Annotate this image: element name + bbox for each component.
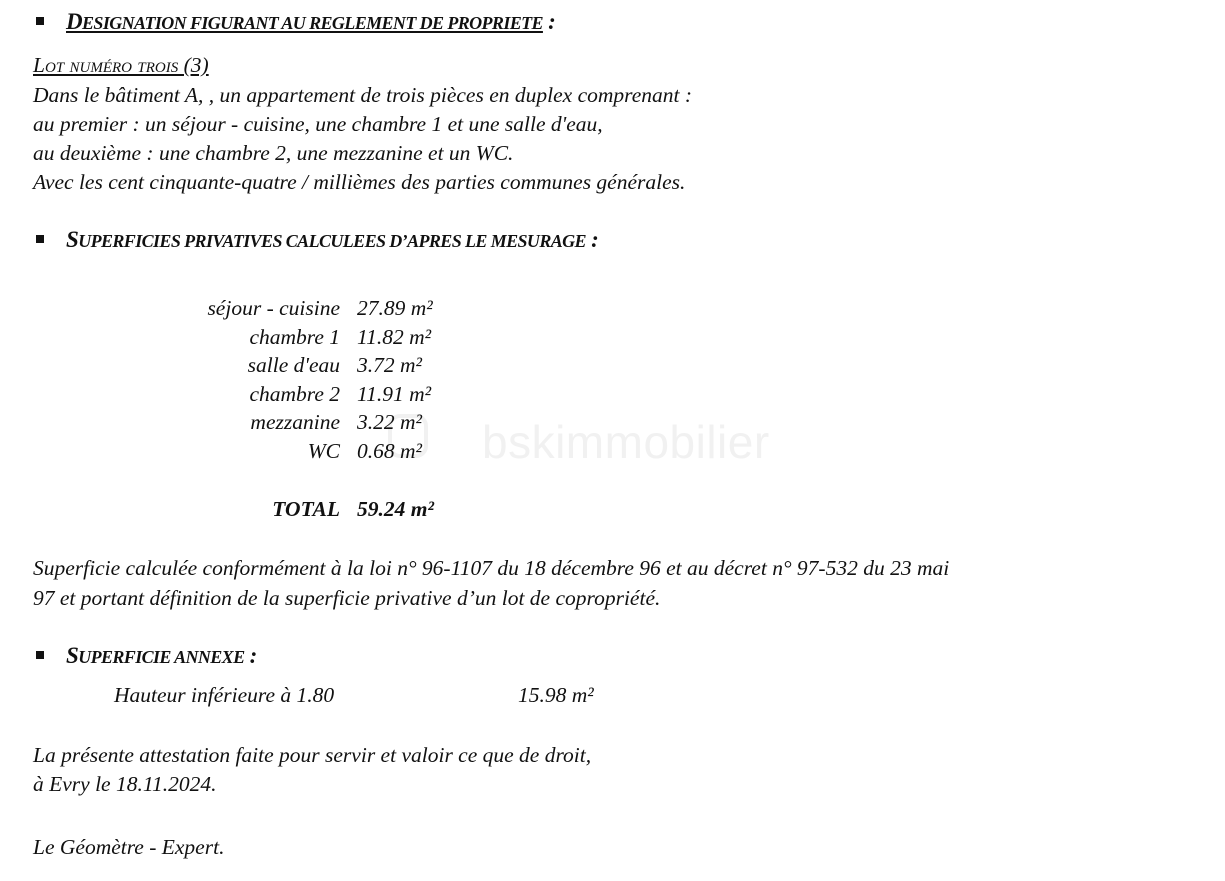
lot-line-1: Dans le bâtiment A, , un appartement de trois pièces en duplex comprenant : (33, 83, 693, 107)
section3-heading (66, 641, 257, 672)
annex-area: 15.98 m² (518, 683, 594, 707)
room-name: salle d'eau (247, 353, 340, 377)
room-area: 11.91 m² (357, 382, 432, 406)
signature: Le Géomètre - Expert. (33, 835, 225, 859)
room-area: 3.22 m² (357, 410, 422, 434)
lot-line-2: au premier : un séjour - cuisine, une chambre 1 et une salle d'eau, (33, 112, 603, 136)
attestation-line-1: La présente attestation faite pour servir et valoir ce que de droit, (33, 743, 592, 767)
total-label: TOTAL (272, 497, 340, 521)
section1-heading-text: ESIGNATION FIGURANT AU REGLEMENT DE PROPRIETE (82, 13, 543, 33)
room-area: 27.89 m² (357, 296, 433, 320)
section2-heading-suffix: : (585, 227, 599, 252)
section2-heading-text: UPERFICIES PRIVATIVES CALCULEES D’APRES LE MESURAGE (78, 231, 586, 251)
section1-bullet (36, 17, 44, 25)
section2-bullet (36, 235, 44, 243)
room-name: chambre 1 (249, 325, 340, 349)
room-name: chambre 2 (249, 382, 340, 406)
annex-label: Hauteur inférieure à 1.80 (114, 683, 335, 707)
section3-heading-suffix: : (244, 643, 257, 668)
lot-line-4: Avec les cent cinquante-quatre / millièmes des parties communes générales. (33, 170, 686, 194)
section1-heading-suffix: : (542, 9, 556, 34)
legal-note-line-2: 97 et portant définition de la superficie privative d’un lot de copropriété. (33, 586, 661, 610)
room-name: mezzanine (250, 410, 340, 434)
attestation-line-2: à Evry le 18.11.2024. (33, 772, 217, 796)
room-area: 3.72 m² (357, 353, 422, 377)
lot-title (33, 51, 209, 79)
section1-heading (66, 7, 555, 38)
watermark: bskimmobilier (482, 416, 770, 468)
legal-note-line-1: Superficie calculée conformément à la loi n° 96-1107 du 18 décembre 96 et au décret n° 97-532 du 23 mai (33, 556, 950, 580)
section2-heading (66, 225, 598, 256)
section3-heading-initial: S (66, 643, 79, 668)
room-area: 0.68 m² (357, 439, 422, 463)
lot-title-text: Lot numéro trois (3) (33, 53, 209, 77)
room-area: 11.82 m² (357, 325, 432, 349)
room-name: WC (307, 439, 340, 463)
section3-heading-text: UPERFICIE ANNEXE (78, 647, 245, 667)
section2-heading-initial: S (66, 227, 79, 252)
section3-bullet (36, 651, 44, 659)
total-area: 59.24 m² (357, 497, 434, 521)
room-name: séjour - cuisine (207, 296, 340, 320)
section1-heading-initial: D (66, 9, 83, 34)
lot-line-3: au deuxième : une chambre 2, une mezzanine et un WC. (33, 141, 514, 165)
